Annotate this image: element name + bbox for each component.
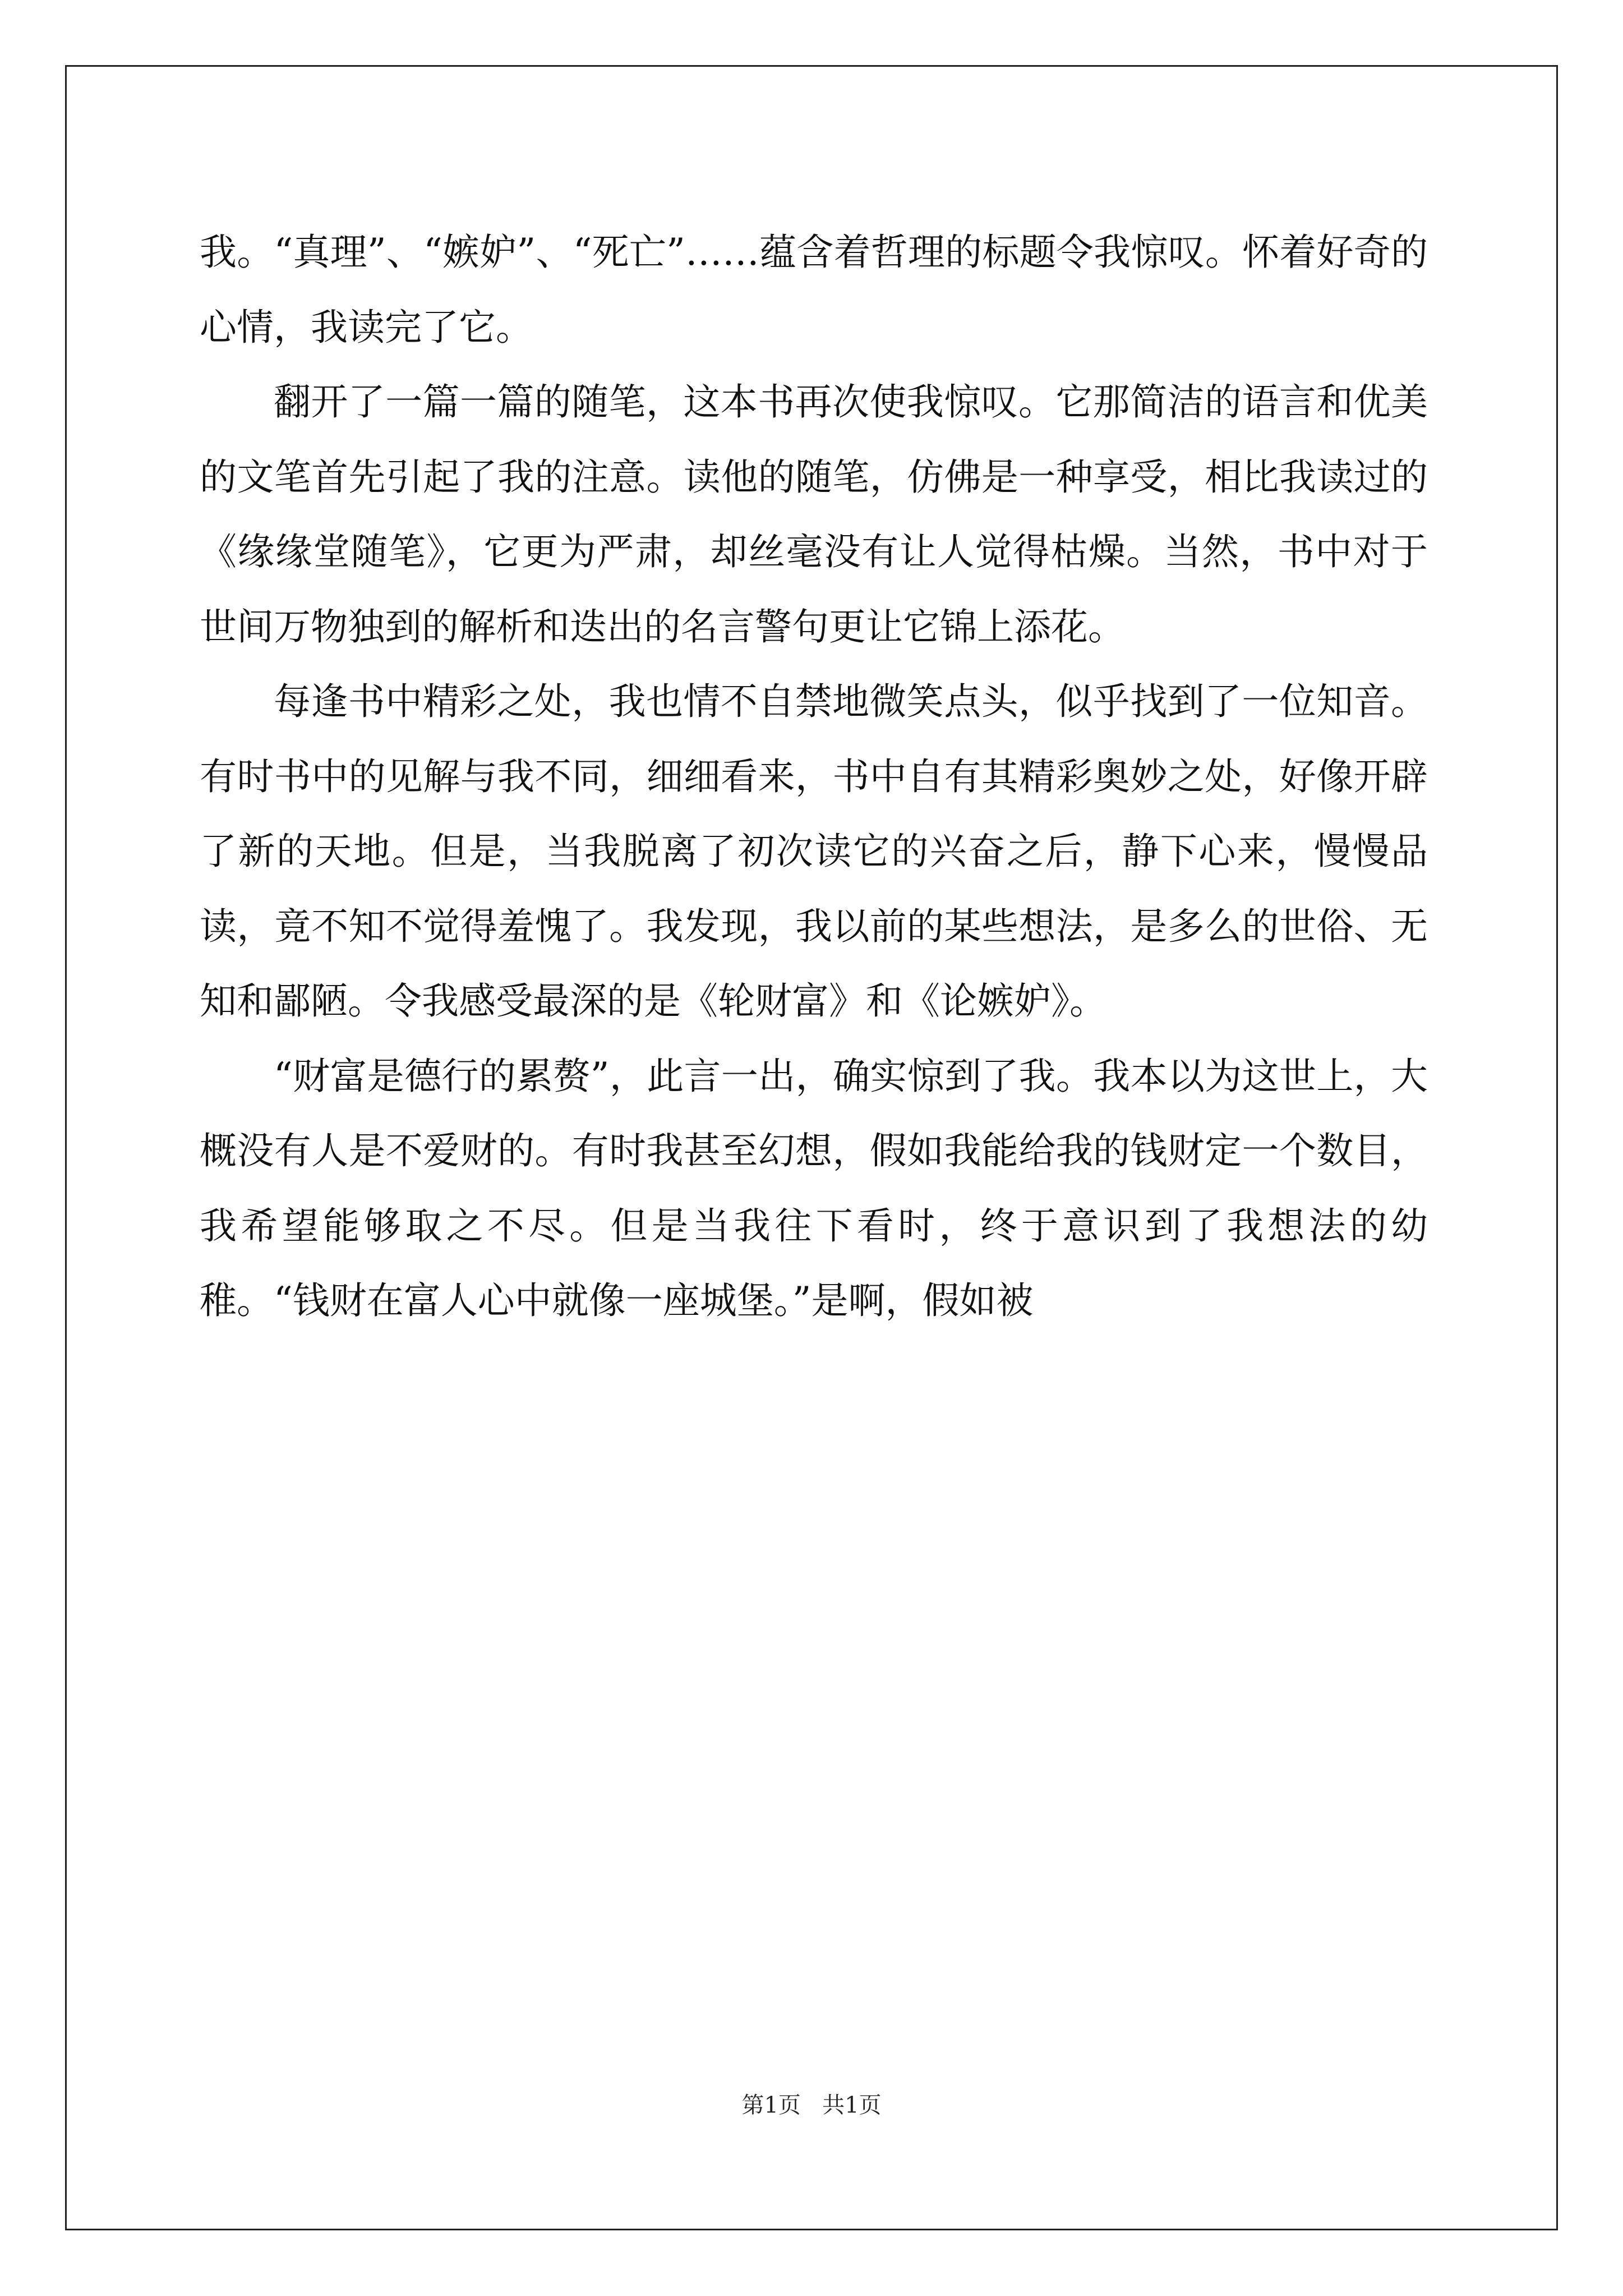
paragraph: 我。“真理”、“嫉妒”、“死亡”……蕴含着哲理的标题令我惊叹。怀着好奇的心情，我读完了它。 (200, 231, 1428, 349)
footer-spacer (801, 2092, 822, 2118)
paragraph: 每逢书中精彩之处，我也情不自禁地微笑点头，似乎找到了一位知音。有时书中的见解与我不同，细细看来，书中自有其精彩奥妙之处，好像开辟了新的天地。但是，当我脱离了初次读它的兴奋之后，静下心来，慢慢品读，竟不知不觉得羞愧了。我发现，我以前的某些想法，是多么的世俗、无知和鄙陋。令我感受最深的是《轮财富》和《论嫉妒》。 (200, 680, 1428, 1023)
paragraph: “财富是德行的累赘”，此言一出，确实惊到了我。我本以为这世上，大概没有人是不爱财的。有时我甚至幻想，假如我能给我的钱财定一个数目，我希望能够取之不尽。但是当我往下看时，终于意识到了我想法的幼稚。“钱财在富人心中就像一座城堡。”是啊，假如被 (200, 1054, 1428, 1322)
paragraph: 翻开了一篇一篇的随笔，这本书再次使我惊叹。它那简洁的语言和优美的文笔首先引起了我的注意。读他的随笔，仿佛是一种享受，相比我读过的《缘缘堂随笔》，它更为严肃，却丝毫没有让人觉得枯燥。当然，书中对于世间万物独到的解析和迭出的名言警句更让它锦上添花。 (200, 380, 1428, 648)
page-footer (0, 2091, 1623, 2119)
page-total: 共1页 (822, 2092, 882, 2118)
page-number: 第1页 (741, 2092, 801, 2118)
document-body (200, 215, 1428, 1338)
